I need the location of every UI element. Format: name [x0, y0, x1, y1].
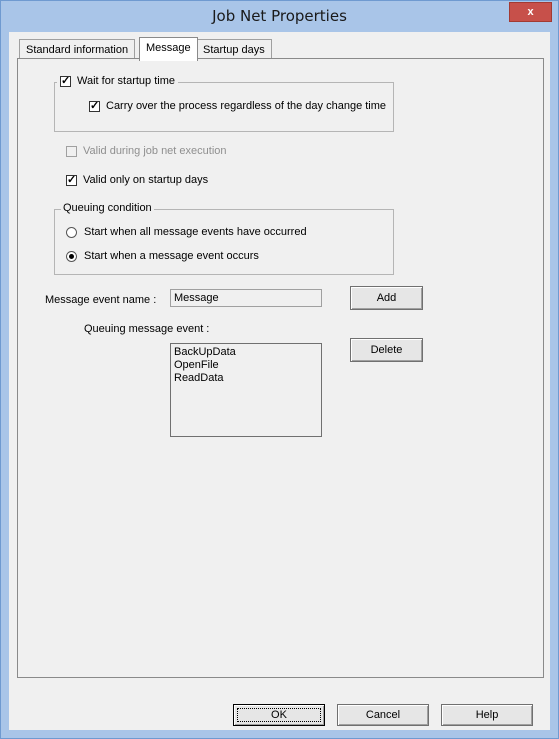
- carry-over-label: Carry over the process regardless of the day change time: [106, 100, 387, 112]
- tab-label: Message: [146, 42, 191, 54]
- radio-all-events[interactable]: [66, 226, 307, 238]
- tab-label: Standard information: [26, 44, 129, 56]
- tab-standard-information[interactable]: [19, 39, 135, 60]
- queuing-condition-legend: Queuing condition: [63, 202, 152, 214]
- queuing-condition-group: [54, 202, 394, 275]
- add-button[interactable]: Add: [350, 286, 423, 310]
- tab-startup-days[interactable]: [196, 39, 272, 60]
- radio-all-events-label: Start when all message events have occurred: [84, 226, 307, 238]
- checkbox-box[interactable]: ✓: [61, 74, 71, 87]
- radio-one-event-label: Start when a message event occurs: [84, 250, 259, 262]
- checkbox-box[interactable]: [66, 146, 77, 157]
- wait-startup-checkbox[interactable]: [57, 75, 178, 87]
- dialog-client: [9, 32, 550, 730]
- title-bar[interactable]: [1, 1, 558, 32]
- tab-message[interactable]: [139, 37, 198, 61]
- close-button[interactable]: x: [509, 2, 552, 22]
- help-button[interactable]: Help: [441, 704, 533, 726]
- wait-startup-group: [54, 74, 394, 132]
- radio-circle[interactable]: [66, 251, 77, 262]
- tab-label: Startup days: [203, 44, 265, 56]
- valid-only-label: Valid only on startup days: [83, 174, 209, 186]
- list-item[interactable]: ReadData: [174, 372, 224, 384]
- wait-startup-label: Wait for startup time: [77, 75, 176, 87]
- valid-only-checkbox[interactable]: [66, 174, 208, 186]
- checkbox-box[interactable]: ✓: [67, 173, 77, 186]
- list-item[interactable]: OpenFile: [174, 359, 219, 371]
- radio-one-event[interactable]: [66, 250, 259, 262]
- tab-panel-message: [17, 58, 544, 678]
- carry-over-checkbox[interactable]: [89, 100, 386, 112]
- focus-indicator: [237, 708, 321, 722]
- ok-label: OK: [271, 709, 287, 721]
- ok-button[interactable]: [233, 704, 325, 726]
- valid-during-checkbox[interactable]: [66, 145, 227, 157]
- radio-circle[interactable]: [66, 227, 77, 238]
- cancel-button[interactable]: Cancel: [337, 704, 429, 726]
- delete-button[interactable]: Delete: [350, 338, 423, 362]
- queuing-message-event-label: Queuing message event :: [84, 323, 210, 335]
- list-item[interactable]: BackUpData: [174, 346, 236, 358]
- message-event-name-label: Message event name :: [45, 294, 157, 306]
- valid-during-label: Valid during job net execution: [83, 145, 227, 157]
- queuing-message-event-list[interactable]: [170, 343, 322, 437]
- window-title: Job Net Properties: [212, 7, 347, 25]
- message-event-name-input[interactable]: Message: [170, 289, 322, 307]
- checkbox-box[interactable]: ✓: [90, 99, 100, 112]
